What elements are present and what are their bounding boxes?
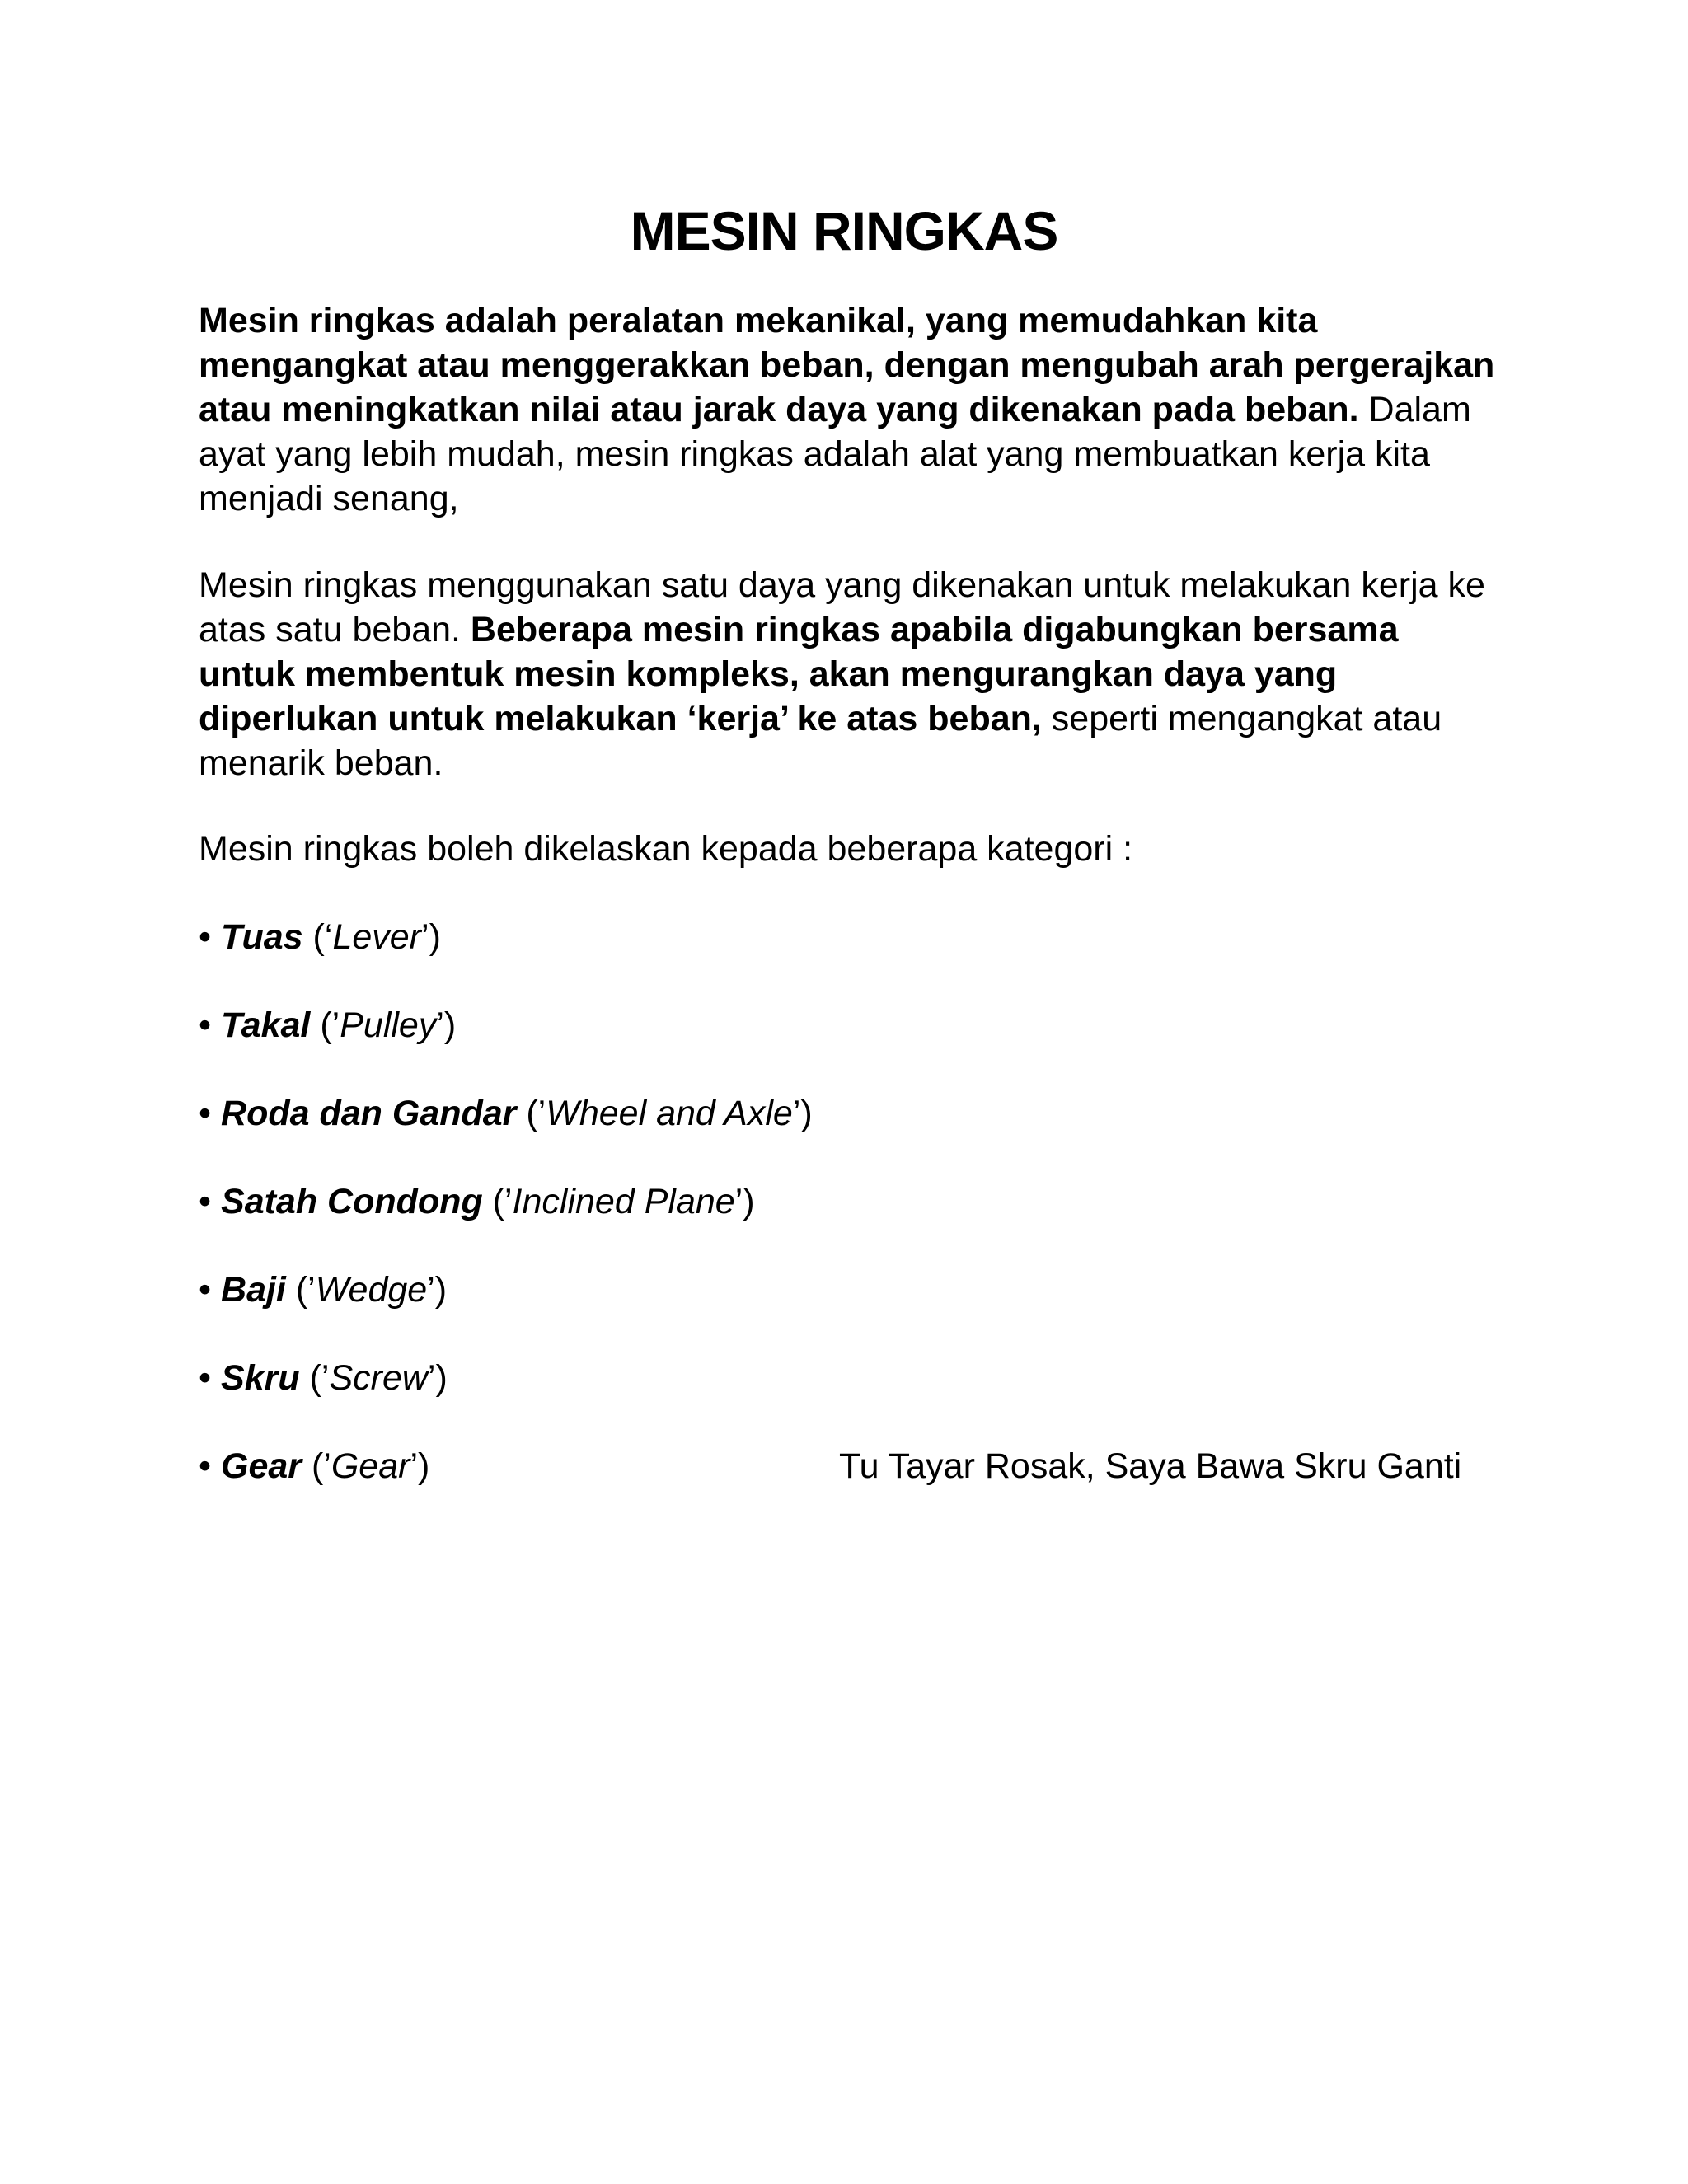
list-paren-open: (’ <box>482 1182 513 1221</box>
paragraph-usage <box>199 563 1501 785</box>
list-item <box>199 1003 1517 1047</box>
bullet: • <box>199 917 212 957</box>
list-item <box>199 1091 1517 1136</box>
list-paren-close: ’) <box>427 1270 448 1310</box>
list-term: Gear <box>221 1446 302 1486</box>
list-paren-close: ’) <box>734 1182 755 1221</box>
list-paren-open: (’ <box>310 1005 340 1045</box>
list-paren-open: (’ <box>302 1446 331 1486</box>
paragraph-definition <box>199 298 1501 521</box>
list-english: Wedge <box>315 1270 428 1310</box>
paragraph-usage-normal-2: seperti mengangkat atau menarik beban. <box>199 699 1442 783</box>
list-paren-close: ’) <box>410 1446 430 1486</box>
list-item <box>199 1268 1517 1312</box>
paragraph-definition-normal: Dalam ayat yang lebih mudah, mesin ringkas adalah alat yang membuatkan kerja kita menjadi senang, <box>199 390 1471 518</box>
list-term: Takal <box>221 1005 311 1045</box>
list-paren-close: ’) <box>421 917 441 957</box>
list-english: Lever <box>332 917 422 957</box>
paragraph-usage-normal-1: Mesin ringkas menggunakan satu daya yang dikenakan untuk melakukan kerja ke atas satu beban. <box>199 565 1485 649</box>
list-term: Satah Condong <box>221 1182 483 1221</box>
list-item <box>199 1444 1517 1488</box>
list-term: Roda dan Gandar <box>221 1094 517 1133</box>
list-paren-close: ’) <box>436 1005 457 1045</box>
list-term: Skru <box>221 1358 300 1398</box>
list-paren-close: ’) <box>792 1094 813 1133</box>
paragraph-definition-bold: Mesin ringkas adalah peralatan mekanikal, yang memudahkan kita mengangkat atau menggerakkan beban, dengan mengubah arah pergerajkan atau meningkatkan nilai atau jarak daya yang dikenakan pada beban. <box>199 301 1495 429</box>
bullet: • <box>199 1358 212 1398</box>
bullet: • <box>199 1270 212 1310</box>
bullet: • <box>199 1446 212 1486</box>
list-term: Tuas <box>221 917 303 957</box>
list-english: Inclined Plane <box>512 1182 735 1221</box>
list-english: Wheel and Axle <box>546 1094 793 1133</box>
bullet: • <box>199 1094 212 1133</box>
list-paren-open: (’ <box>516 1094 546 1133</box>
list-item <box>199 1356 1517 1400</box>
page-title: MESIN RINGKAS <box>630 200 1058 261</box>
list-item <box>199 915 1517 959</box>
list-term: Baji <box>221 1270 286 1310</box>
list-english: Gear <box>331 1446 410 1486</box>
category-list <box>199 915 1517 1532</box>
list-paren-open: (’ <box>299 1358 330 1398</box>
list-english: Screw <box>329 1358 428 1398</box>
mnemonic-note: Tu Tayar Rosak, Saya Bawa Skru Ganti <box>839 1446 1462 1486</box>
paragraph-usage-bold: Beberapa mesin ringkas apabila digabungkan bersama untuk membentuk mesin kompleks, akan mengurangkan daya yang diperlukan untuk melakukan ‘kerja’ ke atas beban, <box>199 610 1399 738</box>
list-paren-open: (‘ <box>302 917 333 957</box>
list-english: Pulley <box>340 1005 437 1045</box>
paragraph-categories-intro: Mesin ringkas boleh dikelaskan kepada beberapa kategori : <box>199 829 1133 869</box>
bullet: • <box>199 1182 212 1221</box>
list-paren-open: (’ <box>285 1270 316 1310</box>
list-item <box>199 1179 1517 1224</box>
bullet: • <box>199 1005 212 1045</box>
list-paren-close: ’) <box>427 1358 448 1398</box>
